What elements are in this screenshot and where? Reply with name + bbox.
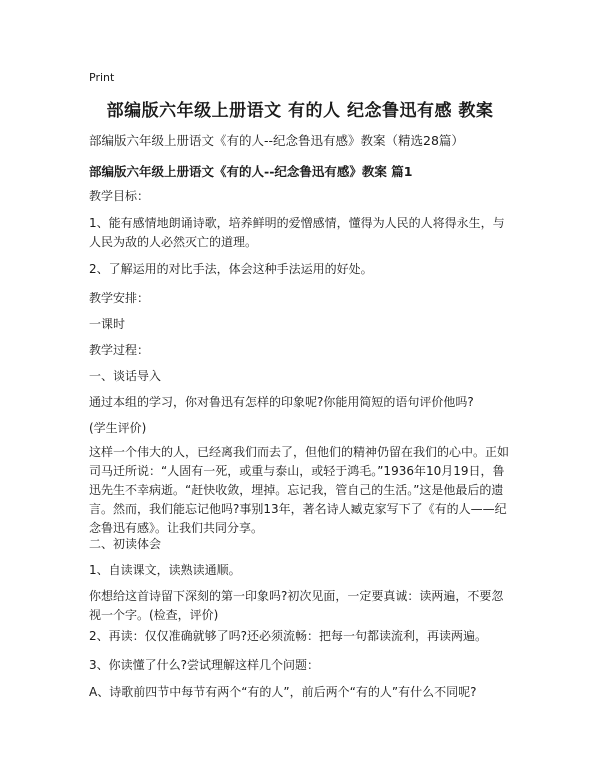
- goal-1: 1、能有感情地朗诵诗歌，培养鲜明的爱憎感情，懂得为人民的人将得永生，与人民为敌的人必然灭亡的道理。: [89, 216, 505, 249]
- student-evaluation: (学生评价): [89, 421, 147, 435]
- document-title: 部编版六年级上册语文 有的人 纪念鲁迅有感 教案: [106, 101, 494, 121]
- question-a: A、诗歌前四节中每节有两个“有的人”，前后两个“有的人”有什么不同呢?: [89, 685, 477, 699]
- arrangement-heading: 教学安排：: [89, 291, 150, 305]
- document-subtitle: 部编版六年级上册语文《有的人--纪念鲁迅有感》教案（精选28篇）: [89, 133, 464, 148]
- step-2-item-2: 2、再读：仅仅准确就够了吗?还必须流畅：把每一句都读流利，再读两遍。: [89, 629, 488, 643]
- step-2-item-1: 1、自读课文，读熟读通顺。: [89, 563, 241, 577]
- section-title: 部编版六年级上册语文《有的人--纪念鲁迅有感》教案 篇1: [89, 164, 413, 179]
- goal-2: 2、了解运用的对比手法，体会这种手法运用的好处。: [89, 262, 373, 276]
- print-label: Print: [89, 71, 115, 84]
- arrangement-value: 一课时: [89, 317, 126, 331]
- step-1-question: 通过本组的学习，你对鲁迅有怎样的印象呢?你能用简短的语句评价他吗?: [89, 395, 474, 409]
- teaching-goals-heading: 教学目标：: [89, 189, 150, 203]
- step-2-heading: 二、初读体会: [89, 537, 162, 551]
- intro-paragraph: 这样一个伟大的人，已经离我们而去了，但他们的精神仍留在我们的心中。正如司马迁所说：“人固有一死，或重与泰山，或轻于鸿毛。”1936年10月19日，鲁迅先生不幸病逝。“赶快收敛，埋掉。忘记我，管自己的生活。”这是他最后的遗言。然而，我们能忘记他吗?事别13年，著名诗人臧克家写下了《有的人——纪念鲁迅有感》。让我们共同分享。: [89, 445, 510, 535]
- step-2-item-3: 3、你读懂了什么?尝试理解这样几个问题：: [89, 658, 320, 672]
- step-2-item-1-detail: 你想给这首诗留下深刻的第一印象吗?初次见面，一定要真诚：读两遍，不要忽视一个字。(检查，评价): [89, 589, 504, 622]
- step-1-heading: 一、谈话导入: [89, 369, 162, 383]
- process-heading: 教学过程：: [89, 343, 150, 357]
